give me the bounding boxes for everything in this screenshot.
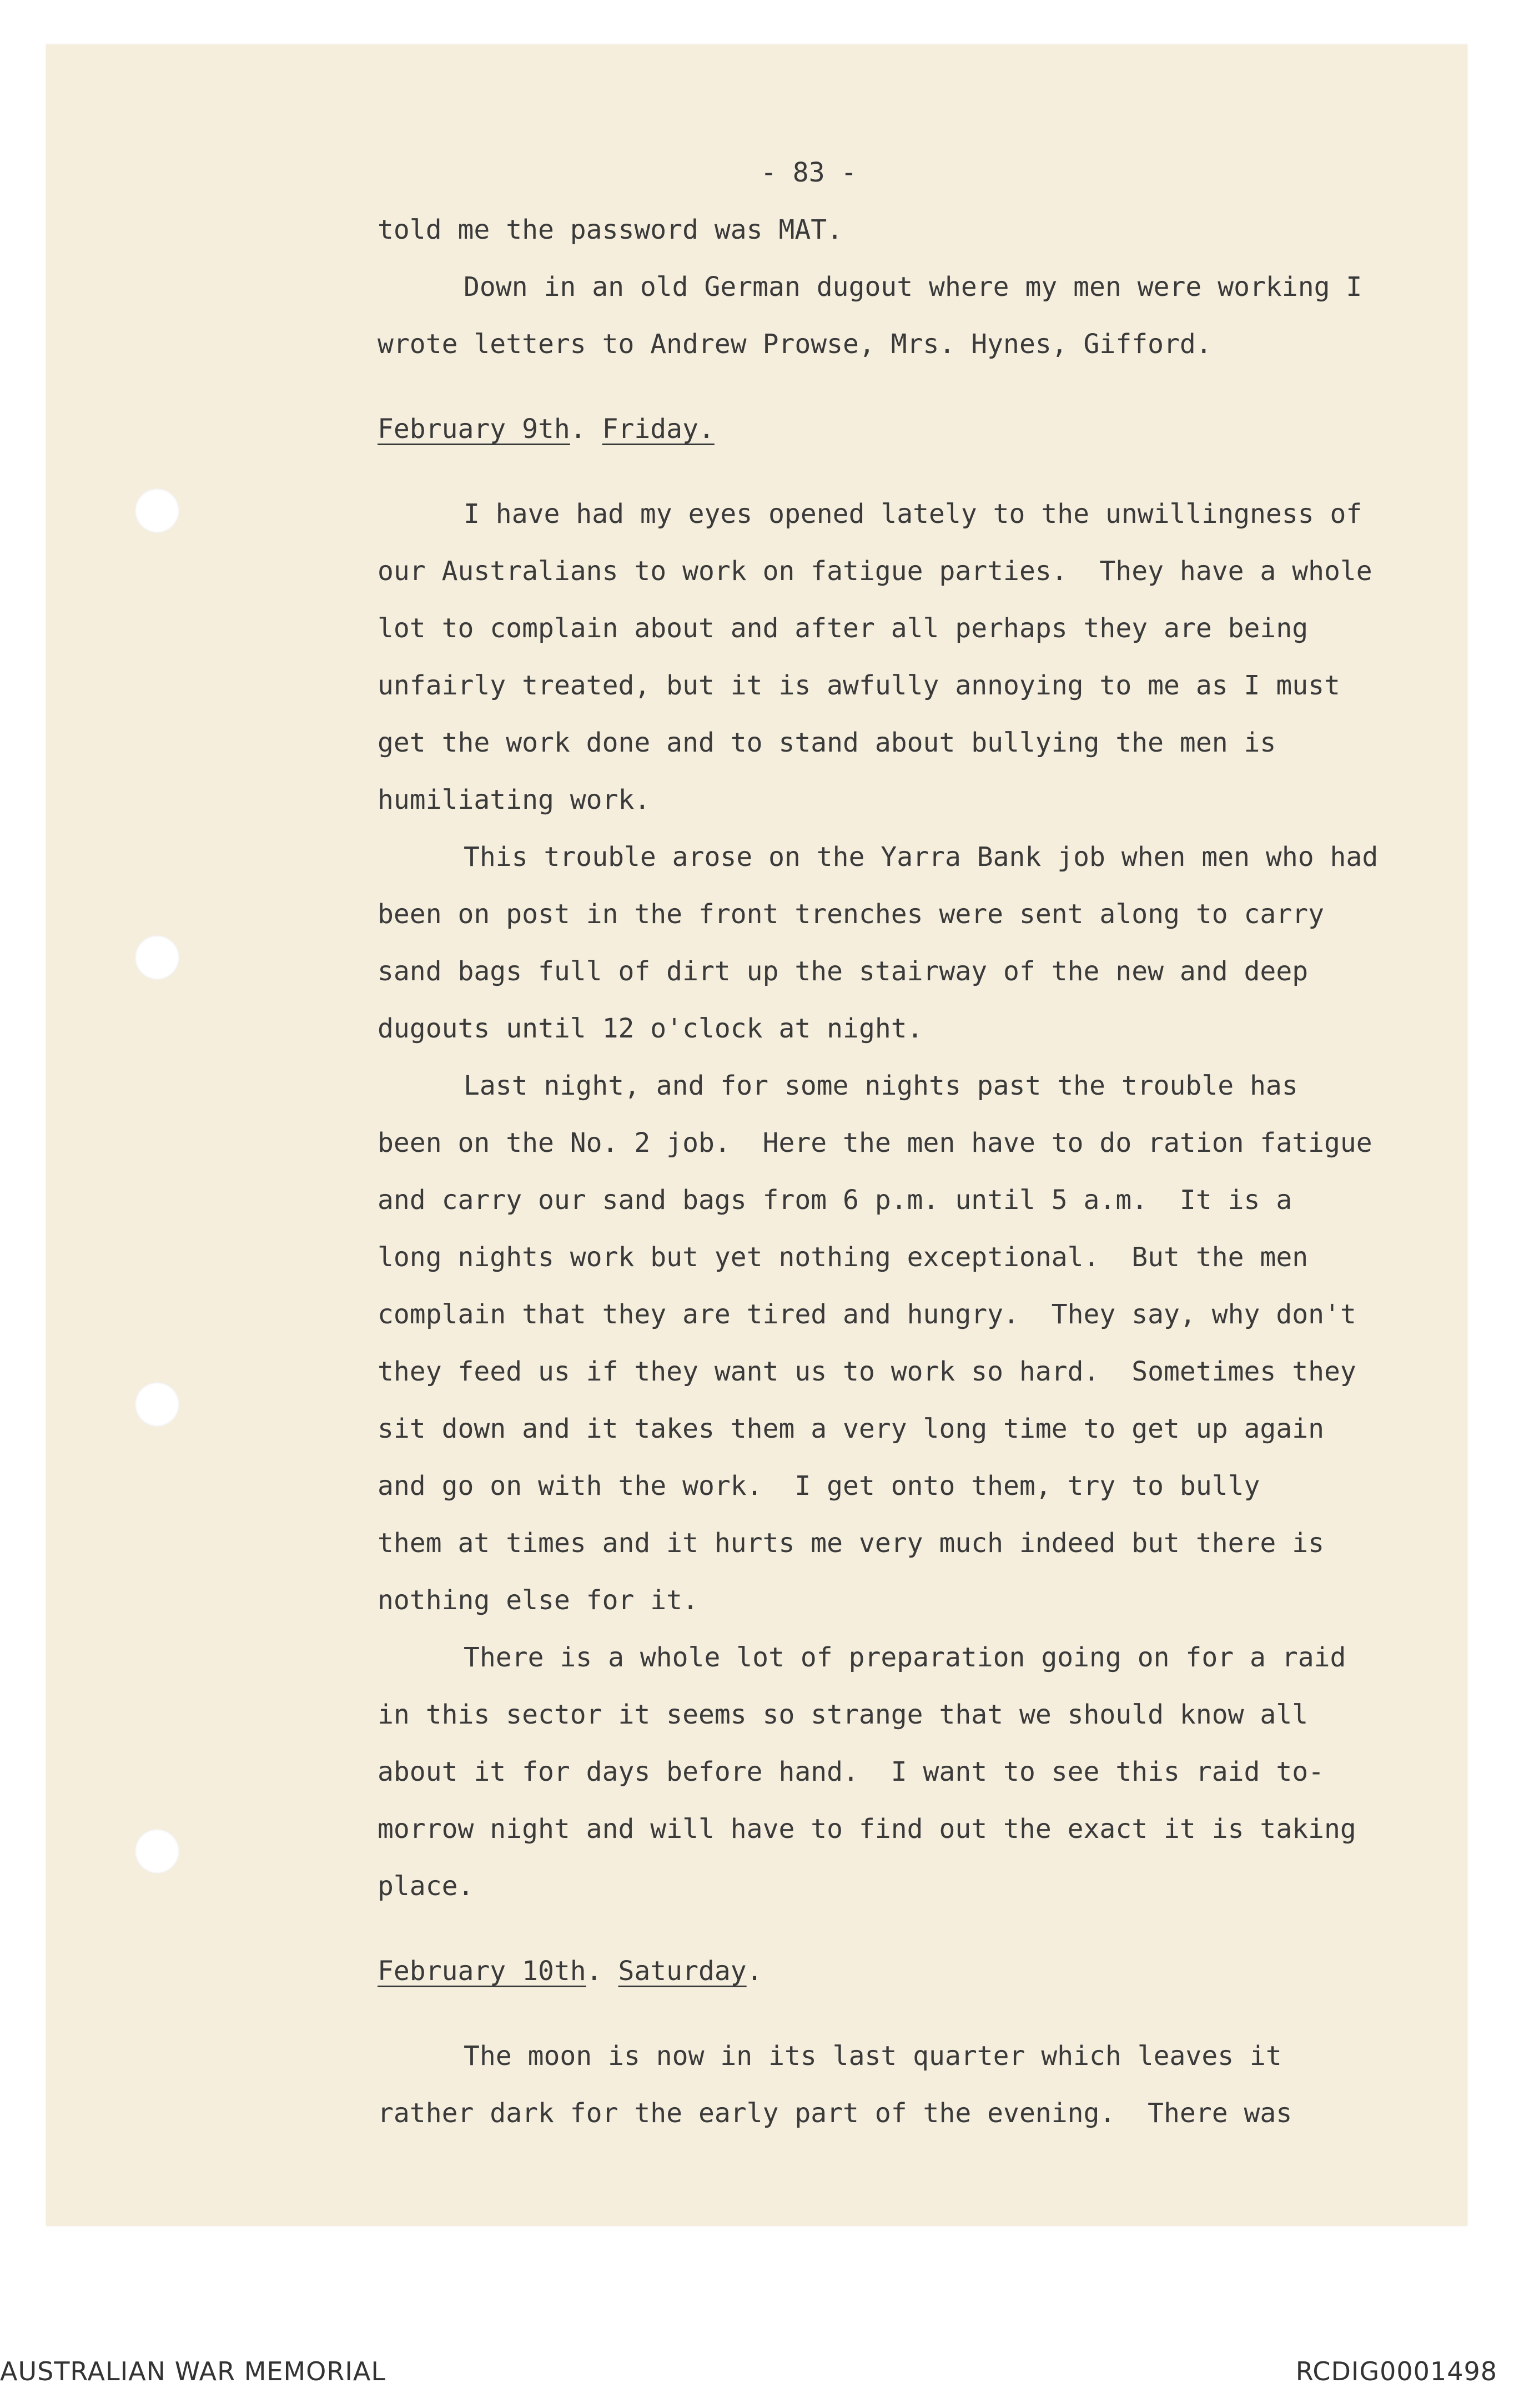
text-line: them at times and it hurts me very much indeed but there is [378,1528,1325,1559]
text-line: The moon is now in its last quarter which leaves it [464,2041,1282,2072]
text-line: There is a whole lot of preparation going on for a raid [464,1642,1346,1673]
text-line: wrote letters to Andrew Prowse, Mrs. Hynes, Gifford. [378,329,1212,360]
text-line: about it for days before hand. I want to see this raid to- [378,1756,1325,1787]
text-line: get the work done and to stand about bullying the men is [378,727,1276,758]
text-line: morrow night and will have to find out the exact it is taking [378,1813,1356,1845]
text-line: our Australians to work on fatigue parties. They have a whole [378,556,1372,587]
text-line: place. [378,1871,474,1902]
heading-separator: . [586,1956,618,1987]
text-line: unfairly treated, but it is awfully annoying to me as I must [378,670,1340,701]
text-line: and go on with the work. I get onto them, try to bully [378,1470,1260,1502]
heading-separator: . [570,414,602,445]
body-middle [378,486,1466,1915]
text-line: humiliating work. [378,784,651,815]
text-line: and carry our sand bags from 6 p.m. until 5 a.m. It is a [378,1185,1292,1216]
body-end [378,2028,1466,2142]
punch-hole [135,1829,179,1873]
footer-record-id: RCDIG0001498 [1295,2356,1497,2386]
text-line: Down in an old German dugout where my men were working I [464,271,1362,303]
text-line: long nights work but yet nothing exceptional. But the men [378,1242,1309,1273]
heading-day: Friday. [602,414,715,445]
punch-hole [135,1382,179,1427]
text-line: sand bags full of dirt up the stairway of the new and deep [378,956,1309,987]
punch-hole [135,935,179,980]
text-line: complain that they are tired and hungry. They say, why don't [378,1299,1356,1330]
text-line: they feed us if they want us to work so hard. Sometimes they [378,1356,1356,1387]
heading-end: . [746,1956,763,1987]
punch-hole [135,488,179,533]
text-line: told me the password was MAT. [378,214,843,245]
text-line: sit down and it takes them a very long time to get up again [378,1413,1325,1444]
text-line: I have had my eyes opened lately to the unwillingness of [464,498,1362,530]
text-line: nothing else for it. [378,1585,698,1616]
text-line: in this sector it seems so strange that we should know all [378,1699,1309,1730]
text-line: lot to complain about and after all perhaps they are being [378,613,1309,644]
heading-february-10 [378,1943,1466,2000]
typed-text [378,144,1466,2142]
heading-date: February 10th [378,1956,586,1987]
text-line: Last night, and for some nights past the trouble has [464,1070,1298,1101]
body-top [378,201,1466,373]
text-line: rather dark for the early part of the evening. There was [378,2098,1292,2129]
heading-day: Saturday [618,1956,747,1987]
heading-date: February 9th [378,414,570,445]
text-line: been on the No. 2 job. Here the men have to do ration fatigue [378,1127,1372,1158]
footer-institution: AUSTRALIAN WAR MEMORIAL [0,2356,386,2386]
heading-february-9 [378,401,1466,458]
text-line: This trouble arose on the Yarra Bank job when men who had [464,842,1379,873]
text-line: dugouts until 12 o'clock at night. [378,1013,923,1044]
page-number: - 83 - [761,157,857,188]
text-line: been on post in the front trenches were sent along to carry [378,899,1325,930]
